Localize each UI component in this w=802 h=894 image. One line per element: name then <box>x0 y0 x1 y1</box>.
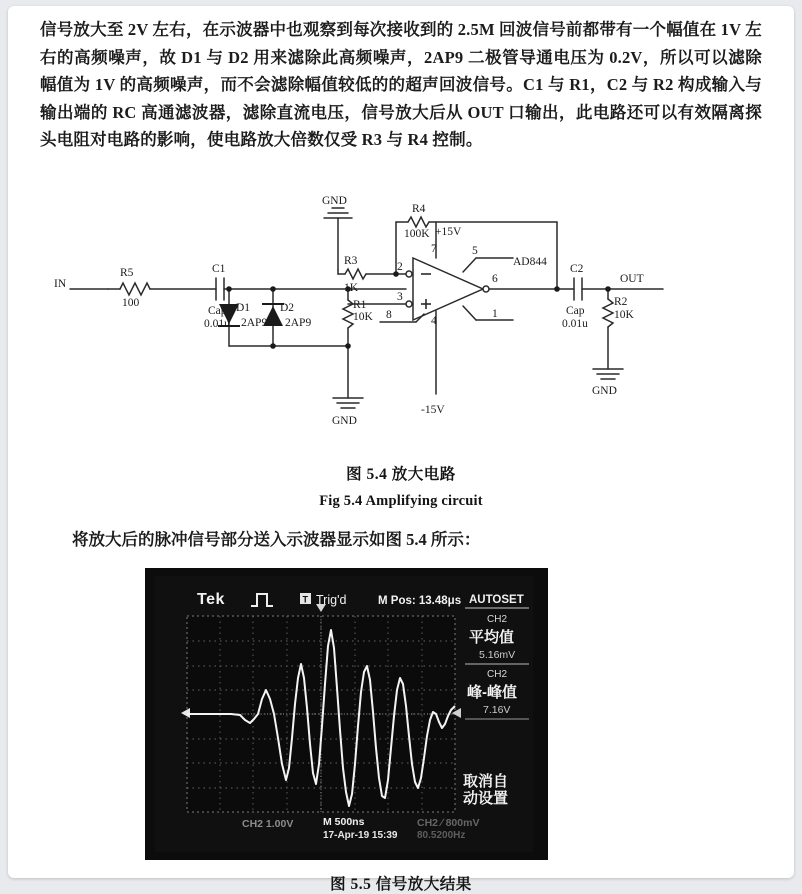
label-gnd-top: GND <box>322 195 347 207</box>
label-d1-ref: D1 <box>236 302 251 314</box>
scope-brand-logo: Tek <box>197 591 225 608</box>
body-paragraph: 信号放大至 2V 左右，在示波器中也观察到每次接收到的 2.5M 回波信号前都带有一个幅值在 1V 左右的高频噪声，故 D1 与 D2 用来滤除此高频噪声，2AP9 二极管导通电压为 0.2V，所以可以滤除幅值为 1V 的高频噪声，而不会滤除幅值较低的的超声回波信号。C1 与 R1，C2 与 R2 构成输入与输出端的 RC 高通滤波器，滤除直流电压，信号放大后从 OUT 口输出，此电路还可以有效隔离探头电阻对电路的影响，使电路放大倍数仅受 R3 与 R4 控制。 <box>40 20 762 149</box>
label-c2-ref: C2 <box>570 263 584 275</box>
label-r4-value: 100K <box>404 228 430 240</box>
label-pin-2: 2 <box>397 261 403 273</box>
figure-caption-en: Fig 5.4 Amplifying circuit <box>319 493 483 509</box>
trigger-status: Trig'd <box>316 593 347 607</box>
oscilloscope-screen-svg <box>145 568 548 860</box>
label-pin-6: 6 <box>492 273 498 285</box>
document-page <box>8 6 794 893</box>
label-supply-negative: -15V <box>421 404 445 416</box>
label-ic-name: AD844 <box>513 256 547 268</box>
label-r1-ref: R1 <box>353 299 367 311</box>
label-r2-ref: R2 <box>614 296 628 308</box>
amplifying-circuit-figure <box>8 186 794 446</box>
softkey-cancel-autoset[interactable]: 取消自动设置 <box>463 773 509 807</box>
label-r2-value: 10K <box>614 309 634 321</box>
label-gnd-out: GND <box>592 385 617 397</box>
label-c1-value: 0.01u <box>204 318 230 330</box>
body-paragraph-block <box>40 16 762 154</box>
figure-caption-bottom: 图 5.5 信号放大结果 <box>330 876 472 893</box>
measurement-1-channel: CH2 <box>487 614 508 625</box>
status-timebase: M 500ns <box>323 816 365 828</box>
label-pin-4: 4 <box>431 315 437 327</box>
label-port-in: IN <box>54 278 67 290</box>
label-pin-1: 1 <box>492 308 498 320</box>
label-supply-positive: +15V <box>435 226 462 238</box>
label-d2-value: 2AP9 <box>285 317 312 329</box>
circuit-schematic-svg <box>8 186 794 446</box>
status-trigger-source: CH2 ∕ 800mV <box>417 817 480 829</box>
measurement-1-value: 5.16mV <box>479 649 516 661</box>
lead-in-sentence: 将放大后的脉冲信号部分送入示波器显示如图 5.4 所示： <box>72 530 481 549</box>
label-r4-ref: R4 <box>412 203 426 215</box>
status-frequency: 80.5200Hz <box>417 830 466 841</box>
label-pin-3: 3 <box>397 291 403 303</box>
label-c2-value: 0.01u <box>562 318 588 330</box>
measurement-2-value: 7.16V <box>483 704 511 716</box>
label-r1-value: 10K <box>353 311 373 323</box>
measurement-1-name[interactable]: 平均值 <box>469 629 515 646</box>
label-d2-ref: D2 <box>280 302 295 314</box>
label-c2-type: Cap <box>566 305 585 317</box>
measurement-2-channel: CH2 <box>487 669 508 680</box>
label-r3-ref: R3 <box>344 255 358 267</box>
label-c1-type: Cap <box>208 305 227 317</box>
horizontal-position: M Pos: 13.48μs <box>378 595 462 607</box>
status-channel-scale: CH2 1.00V <box>242 818 294 830</box>
oscilloscope-photo <box>145 568 548 860</box>
measurement-2-name[interactable]: 峰-峰值 <box>467 684 517 701</box>
label-r5-ref: R5 <box>120 267 134 279</box>
menu-title-autoset[interactable]: AUTOSET <box>469 594 524 606</box>
label-port-out: OUT <box>620 273 644 285</box>
label-gnd-bottom: GND <box>332 415 357 427</box>
trigger-type-letter: T <box>302 594 308 605</box>
label-pin-5: 5 <box>472 245 478 257</box>
status-datetime: 17-Apr-19 15:39 <box>323 830 398 841</box>
label-r3-value: 1K <box>344 282 359 294</box>
label-c1-ref: C1 <box>212 263 226 275</box>
label-pin-7: 7 <box>431 243 437 255</box>
label-pin-8: 8 <box>386 309 392 321</box>
label-d1-value: 2AP9 <box>241 317 268 329</box>
label-r5-value: 100 <box>122 297 140 309</box>
figure-caption-cn: 图 5.4 放大电路 <box>346 466 456 483</box>
